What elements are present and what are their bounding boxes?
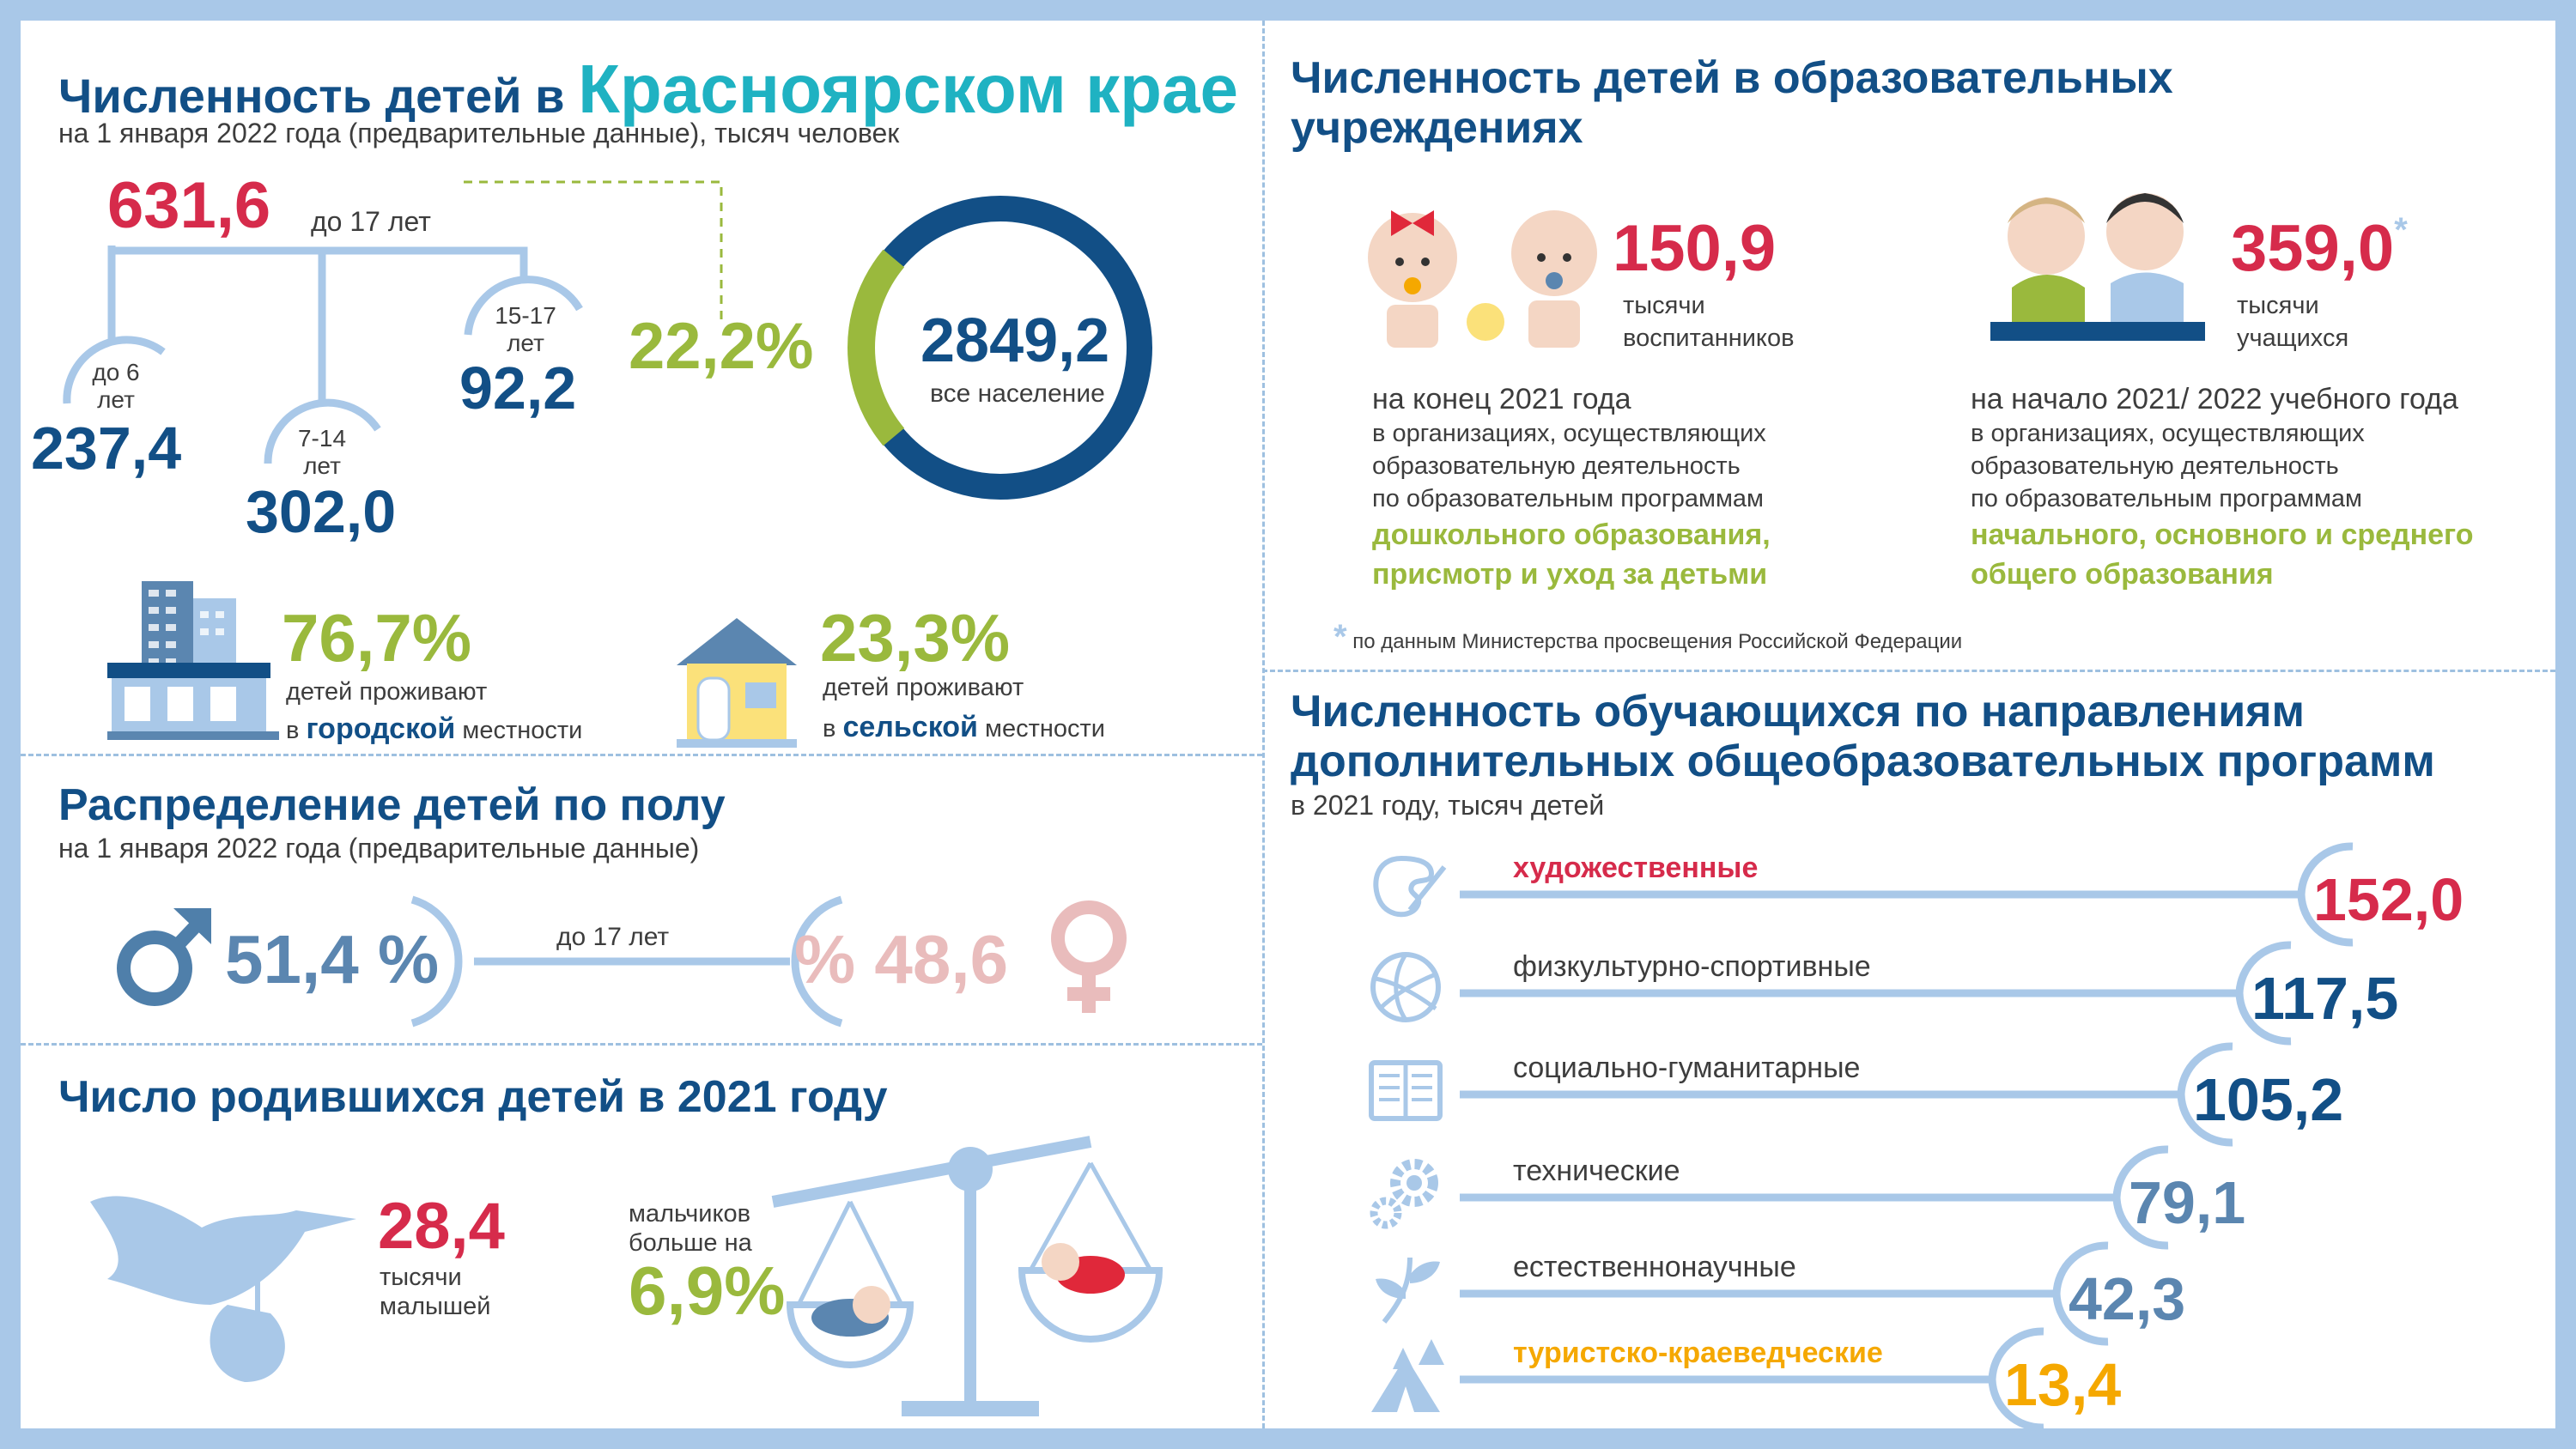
female-percent: % 48,6	[794, 921, 1009, 997]
additional-title: Численность обучающихся по направлениям дополнительных общеобразовательных программ	[1291, 687, 2435, 786]
preschool-description: на конец 2021 года в организациях, осуществляющих образовательную деятельность по образовательным программам дошкольного образования, присмотр и уход за детьми	[1372, 383, 1771, 591]
book-icon	[1367, 1050, 1453, 1136]
education-footnote: * по данным Министерства просвещения Российской Федерации	[1334, 618, 1963, 656]
gender-subtitle: на 1 января 2022 года (предварительные данные)	[58, 833, 700, 864]
school-description: на начало 2021/ 2022 учебного года в организациях, осуществляющих образовательную деятельность по образовательным программам начального, основного и среднего общего образования	[1971, 383, 2474, 591]
program-name: физкультурно-спортивные	[1513, 950, 1871, 983]
tent-icon	[1367, 1335, 1453, 1421]
rural-label-line2: в сельской местности	[823, 711, 1105, 743]
age-group-3-label: 15-17 лет	[495, 302, 556, 356]
divider-left-1	[21, 754, 1262, 756]
divider-left-2	[21, 1043, 1262, 1046]
education-title: Численность детей в образовательных учреждениях	[1291, 53, 2173, 153]
program-name: туристско-краеведческие	[1513, 1337, 1883, 1369]
gears-icon	[1367, 1153, 1453, 1239]
gender-title: Распределение детей по полу	[58, 780, 726, 830]
rural-label-line1: детей проживают	[823, 674, 1024, 701]
program-value: 13,4	[2004, 1351, 2122, 1418]
program-value: 42,3	[2069, 1265, 2186, 1332]
schoolchildren-icon	[1990, 176, 2214, 348]
city-buildings-icon	[107, 577, 279, 749]
divider-right	[1262, 670, 2555, 672]
population-total-value: 2849,2	[920, 306, 1110, 375]
palette-icon	[1367, 850, 1453, 936]
urban-label-line1: детей проживают	[286, 678, 488, 706]
program-value: 117,5	[2251, 965, 2399, 1032]
school-value: 359,0*	[2231, 211, 2408, 285]
age-group-2-value: 302,0	[246, 478, 397, 545]
male-percent: 51,4 %	[225, 921, 440, 997]
age-group-2-label: 7-14 лет	[297, 425, 347, 479]
births-unit-line1: тысячи	[380, 1264, 462, 1291]
gender-age-label: до 17 лет	[556, 923, 670, 951]
toddlers-icon	[1357, 193, 1614, 365]
total-children-label: до 17 лет	[311, 206, 431, 237]
rural-percent-value: 23,3%	[820, 600, 1011, 676]
age-group-3-value: 92,2	[459, 355, 577, 421]
boys-label-line1: мальчиков	[629, 1200, 751, 1228]
program-name: естественнонаучные	[1513, 1251, 1796, 1283]
title-prefix: Численность детей в	[58, 69, 565, 123]
plant-icon	[1367, 1249, 1453, 1335]
program-name: технические	[1513, 1155, 1680, 1187]
boys-percent-value: 6,9%	[629, 1252, 786, 1329]
program-value: 152,0	[2313, 866, 2464, 933]
preschool-unit-line1: тысячи	[1623, 292, 1705, 319]
preschool-unit-line2: воспитанников	[1623, 324, 1795, 352]
title-region: Красноярском крае	[578, 51, 1239, 127]
volleyball-icon	[1367, 949, 1453, 1034]
school-unit-line1: тысячи	[2237, 292, 2319, 319]
scales-icon	[773, 1133, 1151, 1425]
program-value: 79,1	[2129, 1169, 2246, 1236]
house-icon	[668, 614, 805, 751]
additional-subtitle: в 2021 году, тысяч детей	[1291, 790, 1605, 821]
program-name: художественные	[1513, 852, 1759, 884]
urban-percent-value: 76,7%	[282, 600, 472, 676]
vertical-divider	[1262, 21, 1265, 1428]
age-group-1-value: 237,4	[31, 415, 182, 482]
female-symbol-icon	[1046, 900, 1140, 1020]
births-unit-line2: малышей	[380, 1293, 491, 1320]
children-share-value: 22,2%	[629, 310, 814, 383]
urban-label-line2: в городской местности	[286, 712, 583, 745]
births-title: Число родившихся детей в 2021 году	[58, 1072, 888, 1122]
school-unit-line2: учащихся	[2237, 324, 2349, 352]
boys-label-line2: больше на	[629, 1229, 752, 1257]
stork-icon	[73, 1176, 382, 1399]
age-group-1-label: до 6 лет	[92, 359, 140, 413]
program-name: социально-гуманитарные	[1513, 1052, 1861, 1084]
male-symbol-icon	[112, 901, 215, 1013]
population-subtitle: на 1 января 2022 года (предварительные данные), тысяч человек	[58, 118, 900, 149]
preschool-value: 150,9	[1613, 212, 1777, 285]
total-children-value: 631,6	[107, 169, 271, 242]
population-total-label: все население	[930, 379, 1105, 408]
program-value: 105,2	[2193, 1066, 2344, 1133]
births-value: 28,4	[378, 1190, 505, 1263]
